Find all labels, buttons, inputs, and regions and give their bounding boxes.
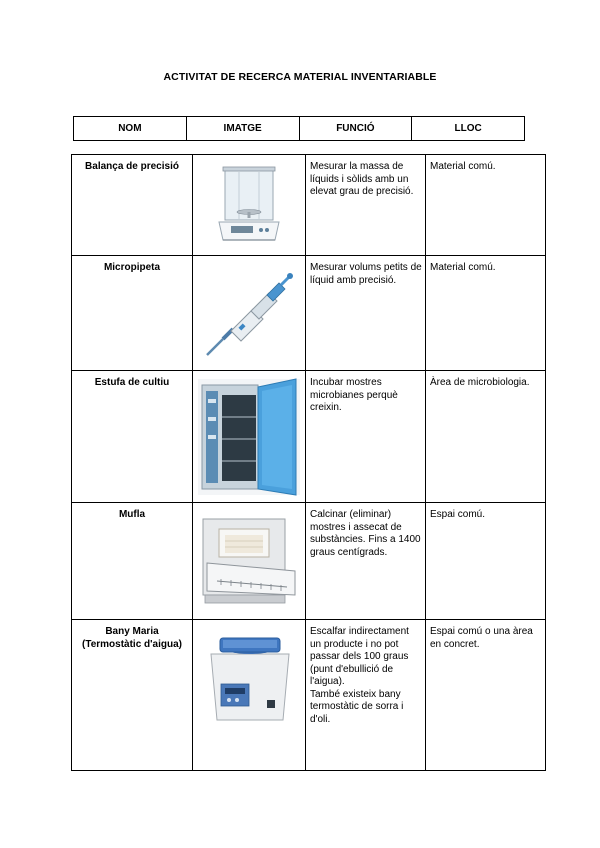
table-row bbox=[72, 256, 546, 371]
row-name: Estufa de cultiu bbox=[72, 371, 193, 503]
row-name: Micropipeta bbox=[72, 256, 193, 371]
incubator-icon bbox=[196, 377, 302, 497]
header-lloc: LLOC bbox=[412, 117, 525, 141]
row-location: Material comú. bbox=[426, 256, 546, 371]
table-row bbox=[72, 155, 546, 256]
row-function-note: També existeix bany termostàtic de sorra i d'oli. bbox=[310, 688, 404, 725]
row-function: Escalfar indirectament un producte i no pot passar dels 100 graus (punt d'ebullició de l'aigua). bbox=[310, 626, 409, 687]
row-name: Bany Maria (Termostàtic d'aigua) bbox=[72, 620, 193, 771]
row-location: Material comú. bbox=[426, 155, 546, 256]
table-row bbox=[72, 503, 546, 620]
row-location: Espai comú o una àrea en concret. bbox=[426, 620, 546, 771]
water-bath-icon bbox=[197, 626, 301, 724]
table-row bbox=[72, 620, 546, 771]
header-nom: NOM bbox=[74, 117, 187, 141]
row-location: Àrea de microbiologia. bbox=[426, 371, 546, 503]
header-funcio: FUNCIÓ bbox=[299, 117, 412, 141]
muffle-furnace-icon bbox=[197, 515, 301, 607]
row-name: Mufla bbox=[72, 503, 193, 620]
header-imatge: IMATGE bbox=[186, 117, 299, 141]
precision-balance-icon bbox=[217, 164, 281, 246]
row-function: Mesurar la massa de líquids i sòlids amb un elevat grau de precisió. bbox=[310, 161, 414, 197]
row-function: Incubar mostres microbianes perquè creixin. bbox=[310, 377, 398, 413]
row-function: Mesurar volums petits de líquid amb precisió. bbox=[310, 262, 422, 286]
header-table bbox=[73, 116, 525, 141]
page-title: ACTIVITAT DE RECERCA MATERIAL INVENTARIABLE bbox=[163, 71, 437, 83]
micropipette-icon bbox=[203, 267, 295, 359]
row-function: Calcinar (eliminar) mostres i assecat de substàncies. Fins a 1400 graus centígrads. bbox=[310, 509, 421, 558]
row-name: Balança de precisió bbox=[72, 155, 193, 256]
row-location: Espai comú. bbox=[426, 503, 546, 620]
table-row bbox=[72, 371, 546, 503]
inventory-table bbox=[71, 154, 546, 771]
